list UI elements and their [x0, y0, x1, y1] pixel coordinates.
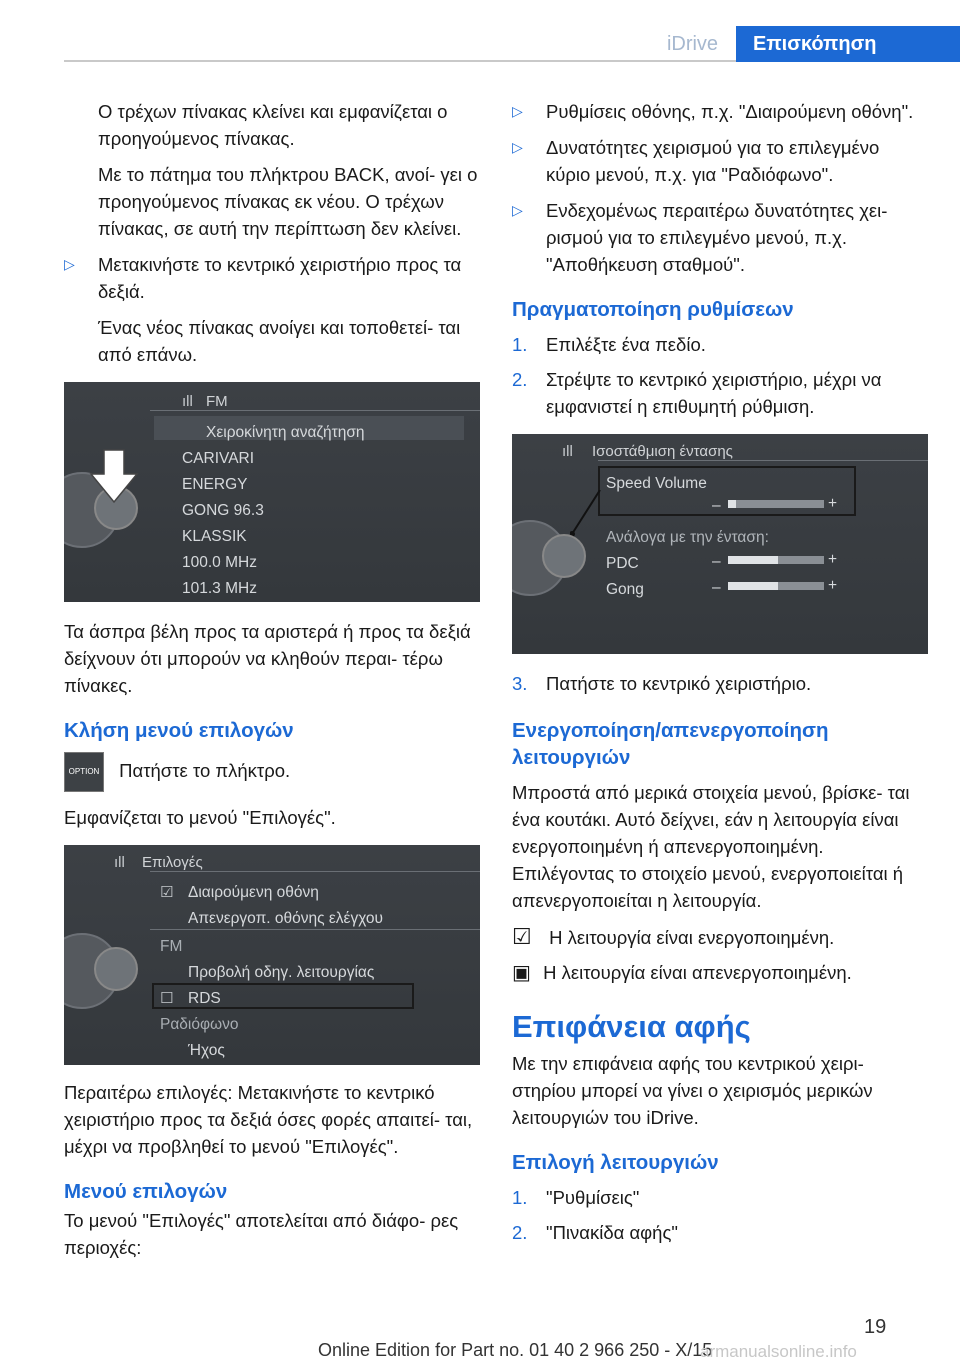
paragraph: Περαιτέρω επιλογές: Μετακινήστε το κεντρικό χειριστήριο προς τα δεξιά όσες φορές απαιτεί‐ ται, μέχρι να προβληθεί το μενού "Επιλογές". [64, 1082, 473, 1157]
plus-icon: + [828, 495, 838, 512]
legend-row [512, 959, 928, 987]
divider [150, 871, 480, 872]
divider [150, 410, 480, 411]
section-heading: Επιλογή λειτουργιών [512, 1151, 719, 1174]
divider [150, 929, 480, 930]
instruction: Πατήστε το πλήκτρο. [119, 759, 291, 781]
bullet-text: Ενδεχομένως περαιτέρω δυνατότητες χει‐ ρισμού για το επιλεγμένο μενού, π.χ. "Αποθήκευση σταθμού". [546, 200, 888, 275]
menu-item: RDS [188, 990, 221, 1007]
triangle-bullet-icon: ▷ [512, 139, 523, 155]
menu-item: Απενεργοπ. οθόνης ελέγχου [188, 910, 384, 927]
plus-icon: + [828, 577, 838, 594]
bullet-item [64, 251, 480, 305]
step-number: 3. [512, 673, 528, 694]
screen-title: FM [206, 393, 228, 410]
page-number: 19 [864, 1316, 887, 1338]
paragraph: Με το πάτημα του πλήκτρου BACK, ανοί‐ γει ο προηγούμενος πίνακας εκ νέου. Ο τρέχων πίνακας, σε αυτή την περίπτωση δεν κλείνει. [98, 164, 478, 239]
paragraph: Ο τρέχων πίνακας κλείνει και εμφανίζεται ο προηγούμενος πίνακας. [98, 101, 448, 149]
edition-footer: Online Edition for Part no. 01 40 2 966 250 - X/15 [318, 1340, 713, 1360]
header-chapter: iDrive [666, 33, 719, 55]
paragraph: Το μενού "Επιλογές" αποτελείται από διάφο‐ ρες περιοχές: [64, 1210, 459, 1258]
screen-title: Ισοστάθμιση έντασης [592, 443, 733, 460]
menu-item: 100.0 MHz [182, 554, 257, 571]
screen-options-menu [64, 845, 480, 1065]
step-number: 2. [512, 369, 528, 390]
slider-fill [728, 556, 778, 564]
bullet-text: Δυνατότητες χειρισμού για το επιλεγμένο κύριο μενού, π.χ. για "Ραδιόφωνο". [546, 137, 880, 185]
antenna-icon: ıll [562, 443, 573, 460]
step-item [512, 1184, 928, 1211]
checkbox-icon: ☐ [160, 990, 174, 1007]
legend-text: Η λειτουργία είναι ενεργοποιημένη. [549, 927, 835, 948]
menu-item: 101.3 MHz [182, 580, 257, 597]
step-text: Επιλέξτε ένα πεδίο. [546, 334, 706, 355]
paragraph: Με την επιφάνεια αφής του κεντρικού χειρι‐ στηρίου μπορεί να γίνει ο χειρισμός μερικών λειτουργιών του iDrive. [512, 1053, 873, 1128]
down-arrow-icon [89, 448, 139, 504]
slider-fill [728, 500, 736, 508]
antenna-icon: ıll [114, 854, 125, 871]
legend-row [512, 923, 928, 951]
screen-fm-list [64, 382, 480, 602]
minus-icon: – [712, 497, 721, 514]
checked-icon: ☑ [512, 924, 532, 949]
check-box-icon: ☑ [160, 884, 174, 901]
step-item [512, 1219, 928, 1246]
option-key-icon: OPTION [64, 752, 104, 792]
controller-knob-icon [542, 534, 586, 578]
header-rule [64, 60, 736, 62]
step-text: "Ρυθμίσεις" [546, 1187, 640, 1208]
bullet-text: Ρυθμίσεις οθόνης, π.χ. "Διαιρούμενη οθόνη". [546, 101, 914, 122]
page-header [0, 0, 960, 64]
menu-item: CARIVARI [182, 450, 255, 467]
menu-group: FM [160, 938, 183, 955]
step-text: Πατήστε το κεντρικό χειριστήριο. [546, 673, 812, 694]
step-item [512, 331, 928, 358]
triangle-bullet-icon: ▷ [64, 256, 75, 272]
paragraph: Τα άσπρα βέλη προς τα αριστερά ή προς τα δεξιά δείχνουν ότι μπορούν να κληθούν περαι‐ τέρω πίνακες. [64, 621, 471, 696]
chapter-heading: Επιφάνεια αφής [512, 1009, 751, 1044]
setting-label: PDC [606, 555, 639, 572]
step-number: 2. [512, 1222, 528, 1243]
menu-item: Ήχος [188, 1042, 225, 1059]
section-heading: Μενού επιλογών [64, 1180, 228, 1203]
bullet-item [512, 98, 928, 125]
volume-slider [728, 500, 824, 508]
screen-volume-settings [512, 434, 928, 654]
step-text: "Πινακίδα αφής" [546, 1222, 678, 1243]
menu-item: KLASSIK [182, 528, 247, 545]
step-number: 1. [512, 1187, 528, 1208]
divider [598, 460, 928, 461]
minus-icon: – [712, 553, 721, 570]
setting-label: Speed Volume [606, 475, 707, 492]
setting-label: Gong [606, 581, 644, 598]
slider-fill [728, 582, 778, 590]
bullet-item [512, 134, 928, 188]
step-text: Στρέψτε το κεντρικό χειριστήριο, μέχρι να εμφανιστεί η επιθυμητή ρύθμιση. [546, 369, 882, 417]
right-column [512, 98, 928, 1254]
section-heading: Κλήση μενού επιλογών [64, 719, 294, 742]
paragraph: Μπροστά από μερικά στοιχεία μενού, βρίσκε‐ ται ένα κουτάκι. Αυτό δείχνει, εάν η λειτουργία είναι ενεργοποιημένη ή απενεργοποιημένη. Επιλέγοντας το στοιχείο μενού, ενεργοποιείται ή απενεργοποιείται η λειτουργία. [512, 782, 910, 911]
paragraph: Ένας νέος πίνακας ανοίγει και τοποθετεί‐ ται από επάνω. [98, 317, 461, 365]
watermark: armanualsonline.info [700, 1342, 857, 1361]
paragraph: Εμφανίζεται το μενού "Επιλογές". [64, 807, 336, 828]
volume-slider [728, 582, 824, 590]
volume-slider [728, 556, 824, 564]
menu-item: Προβολή οδηγ. λειτουργίας [188, 964, 375, 981]
screen-title: Επιλογές [142, 854, 203, 871]
menu-item: GONG 96.3 [182, 502, 264, 519]
unchecked-icon: ▣ [512, 962, 531, 984]
minus-icon: – [712, 579, 721, 596]
setting-label: Ανάλογα με την ένταση: [606, 529, 769, 546]
bullet-item [512, 197, 928, 278]
left-column [64, 98, 480, 1270]
triangle-bullet-icon: ▷ [512, 202, 523, 218]
step-item [512, 366, 928, 420]
section-heading: Πραγματοποίηση ρυθμίσεων [512, 298, 794, 321]
section-heading: Ενεργοποίηση/απενεργοποίηση λειτουργιών [512, 719, 829, 769]
antenna-icon: ıll [182, 393, 193, 410]
menu-item: ENERGY [182, 476, 248, 493]
header-section-tab: Επισκόπηση [736, 26, 960, 62]
step-number: 1. [512, 334, 528, 355]
menu-group: Ραδιόφωνο [160, 1016, 239, 1033]
triangle-bullet-icon: ▷ [512, 103, 523, 119]
step-item [512, 670, 928, 697]
controller-knob-icon [94, 947, 138, 991]
legend-text: Η λειτουργία είναι απενεργοποιημένη. [543, 962, 852, 983]
menu-item: Διαιρούμενη οθόνη [188, 884, 319, 901]
bullet-text: Μετακινήστε το κεντρικό χειριστήριο προς τα δεξιά. [98, 254, 462, 302]
option-key-row [64, 752, 480, 792]
plus-icon: + [828, 551, 838, 568]
menu-item: Χειροκίνητη αναζήτηση [206, 424, 365, 441]
